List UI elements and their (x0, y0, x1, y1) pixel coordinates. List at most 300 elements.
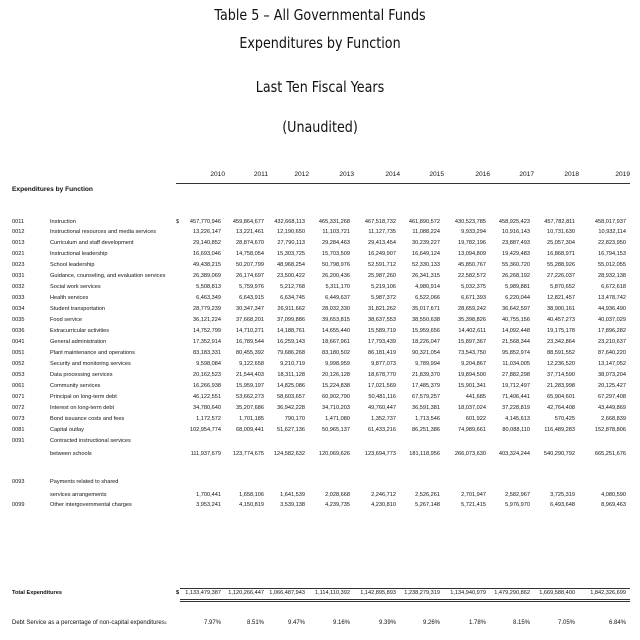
cell-value: 16,266,938 (193, 383, 221, 389)
dollar-sign: $ (176, 219, 180, 225)
table-title-1: Table 5 – All Governmental Funds (214, 6, 426, 24)
cell-value: 29,413,454 (368, 240, 396, 246)
row-label: Data processing services (50, 372, 113, 378)
cell-value: 570,425 (554, 416, 575, 422)
cell-value: 25,987,260 (368, 273, 396, 279)
cell-value: 458,017,937 (594, 219, 626, 225)
cell-value: 88,591,552 (547, 350, 575, 356)
cell-value: 6,672,618 (601, 284, 626, 290)
cell-value: 49,438,215 (193, 262, 221, 268)
cell-value: 36,121,224 (193, 317, 221, 323)
cell-value: 15,303,725 (277, 251, 305, 257)
cell-value: 432,668,113 (274, 219, 305, 225)
cell-value: 18,226,047 (412, 339, 440, 345)
cell-value: 26,911,662 (277, 306, 305, 312)
cell-value: 67,579,257 (412, 394, 440, 400)
row-label: Student transportation (50, 306, 106, 312)
cell-value: 74,989,661 (458, 427, 486, 433)
row-code: 0041 (12, 339, 25, 345)
cell-value: 42,764,408 (547, 405, 575, 411)
cell-value: 12,236,520 (547, 361, 575, 367)
cell-value: 50,207,799 (236, 262, 264, 268)
row-label: Social work services (50, 284, 101, 290)
cell-value: 19,712,497 (502, 383, 530, 389)
row-label: Payments related to shared (50, 479, 119, 485)
cell-value: 6,671,393 (461, 295, 486, 301)
cell-value: 4,150,819 (239, 502, 264, 508)
cell-value: 83,180,502 (322, 350, 350, 356)
year-header: 2013 (339, 171, 354, 178)
row-code: 0081 (12, 427, 25, 433)
row-code: 0073 (12, 416, 25, 422)
cell-value: 13,226,147 (193, 229, 221, 235)
cell-value: 457,770,946 (189, 219, 221, 225)
cell-value: 1,700,441 (196, 492, 221, 498)
cell-value: 36,642,597 (502, 306, 530, 312)
cell-value: 3,539,138 (280, 502, 305, 508)
cell-value: 458,925,423 (498, 219, 530, 225)
cell-value: 30,347,347 (236, 306, 264, 312)
row-code: 0091 (12, 438, 25, 444)
cell-value: 67,297,408 (598, 394, 626, 400)
cell-value: 22,582,572 (458, 273, 486, 279)
cell-value: 102,954,774 (189, 427, 221, 433)
row-code: 0053 (12, 372, 25, 378)
cell-value: 2,526,261 (415, 492, 440, 498)
cell-value: 11,103,721 (322, 229, 350, 235)
cell-value: 15,589,719 (368, 328, 396, 334)
cell-value: 21,839,370 (412, 372, 440, 378)
total-bottom-rule (180, 599, 630, 600)
cell-value: 17,896,282 (598, 328, 626, 334)
row-label: Other intergovernmental charges (50, 502, 132, 508)
cell-value: 6,449,637 (325, 295, 350, 301)
cell-value: 44,936,490 (598, 306, 626, 312)
year-header: 2015 (429, 171, 444, 178)
cell-value: 457,782,811 (544, 219, 575, 225)
cell-value: 152,878,806 (594, 427, 626, 433)
row-code: 0036 (12, 328, 25, 334)
footer-percent: 7.05% (557, 620, 575, 626)
cell-value: 87,640,220 (598, 350, 626, 356)
cell-value: 21,544,403 (236, 372, 264, 378)
total-top-rule (180, 588, 630, 589)
cell-value: 23,887,493 (502, 240, 530, 246)
cell-value: 13,147,052 (598, 361, 626, 367)
cell-value: 5,721,415 (461, 502, 486, 508)
cell-value: 50,965,137 (322, 427, 350, 433)
cell-value: 23,342,864 (547, 339, 575, 345)
table-title-2: Expenditures by Function (239, 34, 401, 52)
cell-value: 5,870,652 (550, 284, 575, 290)
cell-value: 26,389,069 (193, 273, 221, 279)
total-value: 1,842,326,699 (590, 590, 626, 596)
row-label: Capital outlay (50, 427, 84, 433)
row-label: Instructional leadership (50, 251, 108, 257)
footer-percent: 9.16% (332, 620, 350, 626)
cell-value: 5,311,170 (325, 284, 350, 290)
cell-value: 38,550,638 (412, 317, 440, 323)
cell-value: 3,953,241 (196, 502, 221, 508)
cell-value: 19,175,178 (547, 328, 575, 334)
cell-value: 1,172,572 (196, 416, 221, 422)
cell-value: 26,200,436 (322, 273, 350, 279)
cell-value: 9,204,867 (461, 361, 486, 367)
cell-value: 68,009,441 (236, 427, 264, 433)
cell-value: 37,228,819 (502, 405, 530, 411)
year-header: 2014 (385, 171, 400, 178)
cell-value: 790,170 (284, 416, 305, 422)
row-code: 0011 (12, 219, 25, 225)
cell-value: 48,968,254 (277, 262, 305, 268)
cell-value: 45,850,767 (458, 262, 486, 268)
cell-value: 27,226,037 (547, 273, 575, 279)
cell-value: 37,714,590 (547, 372, 575, 378)
cell-value: 23,500,422 (277, 273, 305, 279)
header-rule (176, 183, 630, 184)
table-title-4: (Unaudited) (282, 118, 358, 136)
row-label: between schools (50, 451, 92, 457)
cell-value: 38,073,204 (598, 372, 626, 378)
year-header: 2010 (210, 171, 225, 178)
cell-value: 19,894,500 (458, 372, 486, 378)
cell-value: 17,352,914 (193, 339, 221, 345)
cell-value: 4,239,735 (325, 502, 350, 508)
cell-value: 2,668,839 (601, 416, 626, 422)
row-code: 0033 (12, 295, 25, 301)
cell-value: 19,782,196 (458, 240, 486, 246)
total-value: 1,133,479,387 (185, 590, 221, 596)
total-value: 1,669,588,400 (539, 590, 575, 596)
cell-value: 65,904,601 (547, 394, 575, 400)
total-value: 1,238,279,319 (404, 590, 440, 596)
cell-value: 31,821,262 (368, 306, 396, 312)
cell-value: 36,591,381 (412, 405, 440, 411)
cell-value: 15,703,509 (322, 251, 350, 257)
cell-value: 40,755,156 (502, 317, 530, 323)
cell-value: 50,481,116 (368, 394, 396, 400)
footer-note-marker: 1 (164, 620, 167, 625)
cell-value: 30,239,227 (412, 240, 440, 246)
footer-label-text: Debt Service as a percentage of non-capital expenditures (12, 620, 165, 626)
cell-value: 1,701,185 (239, 416, 264, 422)
cell-value: 34,710,203 (322, 405, 350, 411)
cell-value: 28,779,239 (193, 306, 221, 312)
cell-value: 5,508,813 (196, 284, 221, 290)
row-code: 0012 (12, 229, 25, 235)
cell-value: 52,330,133 (412, 262, 440, 268)
row-code: 0032 (12, 284, 25, 290)
cell-value: 90,321,054 (412, 350, 440, 356)
cell-value: 459,864,677 (232, 219, 264, 225)
cell-value: 27,790,113 (277, 240, 305, 246)
cell-value: 22,823,950 (598, 240, 626, 246)
cell-value: 27,882,298 (502, 372, 530, 378)
cell-value: 28,032,330 (322, 306, 350, 312)
cell-value: 38,900,161 (547, 306, 575, 312)
year-header: 2016 (475, 171, 490, 178)
cell-value: 10,932,114 (598, 229, 626, 235)
cell-value: 10,731,630 (547, 229, 575, 235)
cell-value: 15,901,341 (458, 383, 486, 389)
row-label: Health services (50, 295, 89, 301)
cell-value: 26,268,192 (502, 273, 530, 279)
cell-value: 5,267,148 (415, 502, 440, 508)
cell-value: 266,073,630 (454, 451, 486, 457)
cell-value: 540,290,792 (543, 451, 575, 457)
row-code: 0099 (12, 502, 25, 508)
cell-value: 16,259,143 (277, 339, 305, 345)
cell-value: 38,637,553 (368, 317, 396, 323)
footer-percent: 8.51% (246, 620, 264, 626)
cell-value: 16,693,046 (193, 251, 221, 257)
cell-value: 6,463,349 (196, 295, 221, 301)
cell-value: 9,877,073 (371, 361, 396, 367)
cell-value: 14,092,448 (502, 328, 530, 334)
year-header: 2019 (615, 171, 630, 178)
cell-value: 18,667,961 (322, 339, 350, 345)
row-code: 0023 (12, 262, 25, 268)
cell-value: 16,649,124 (412, 251, 440, 257)
cell-value: 73,543,750 (458, 350, 486, 356)
cell-value: 14,710,271 (236, 328, 264, 334)
cell-value: 39,653,815 (322, 317, 350, 323)
row-code: 0051 (12, 350, 25, 356)
cell-value: 2,701,947 (461, 492, 486, 498)
cell-value: 111,937,679 (190, 451, 221, 457)
cell-value: 123,774,675 (232, 451, 264, 457)
cell-value: 5,989,881 (505, 284, 530, 290)
footer-percent: 9.26% (422, 620, 440, 626)
row-label: School leadership (50, 262, 95, 268)
cell-value: 71,406,441 (502, 394, 530, 400)
cell-value: 17,021,569 (368, 383, 396, 389)
cell-value: 80,088,110 (502, 427, 530, 433)
cell-value: 17,793,439 (368, 339, 396, 345)
footer-label (12, 620, 167, 626)
cell-value: 28,874,670 (236, 240, 264, 246)
year-header-row (0, 171, 640, 183)
cell-value: 37,099,886 (277, 317, 305, 323)
row-label: Interest on long-term debt (50, 405, 115, 411)
cell-value: 55,360,720 (502, 262, 530, 268)
cell-value: 29,284,463 (322, 240, 350, 246)
cell-value: 461,890,572 (408, 219, 440, 225)
cell-value: 86,251,386 (412, 427, 440, 433)
cell-value: 40,457,273 (547, 317, 575, 323)
row-label: Curriculum and staff development (50, 240, 134, 246)
cell-value: 18,311,128 (277, 372, 305, 378)
row-label: Plant maintenance and operations (50, 350, 135, 356)
cell-value: 35,207,686 (236, 405, 264, 411)
row-label: Principal on long-term debt (50, 394, 117, 400)
row-label: Guidance, counseling, and evaluation services (50, 273, 166, 279)
cell-value: 123,694,773 (364, 451, 396, 457)
cell-value: 6,493,648 (550, 502, 575, 508)
cell-value: 14,655,440 (322, 328, 350, 334)
cell-value: 25,057,304 (547, 240, 575, 246)
cell-value: 9,598,084 (196, 361, 221, 367)
total-value: 1,066,487,943 (269, 590, 305, 596)
footer-percent: 7.97% (203, 620, 221, 626)
total-label: Total Expenditures (12, 590, 62, 596)
cell-value: 95,852,974 (502, 350, 530, 356)
table-title-3: Last Ten Fiscal Years (255, 78, 385, 96)
cell-value: 5,976,970 (505, 502, 530, 508)
row-code: 0021 (12, 251, 25, 257)
cell-value: 13,094,809 (458, 251, 486, 257)
cell-value: 13,478,742 (598, 295, 626, 301)
row-code: 0061 (12, 383, 25, 389)
cell-value: 79,686,268 (277, 350, 305, 356)
cell-value: 20,162,523 (193, 372, 221, 378)
cell-value: 26,174,697 (236, 273, 264, 279)
cell-value: 12,190,650 (277, 229, 305, 235)
cell-value: 51,627,136 (277, 427, 305, 433)
total-value: 1,479,290,862 (494, 590, 530, 596)
cell-value: 4,980,914 (415, 284, 440, 290)
row-code: 0072 (12, 405, 25, 411)
row-code: 0013 (12, 240, 25, 246)
cell-value: 28,932,138 (598, 273, 626, 279)
cell-value: 55,012,055 (598, 262, 626, 268)
cell-value: 15,959,656 (412, 328, 440, 334)
cell-value: 16,249,907 (368, 251, 396, 257)
cell-value: 4,080,590 (601, 492, 626, 498)
cell-value: 34,780,640 (193, 405, 221, 411)
cell-value: 15,224,838 (322, 383, 350, 389)
total-value: 1,120,266,447 (228, 590, 264, 596)
cell-value: 28,659,242 (458, 306, 486, 312)
cell-value: 80,455,392 (236, 350, 264, 356)
cell-value: 14,402,611 (458, 328, 486, 334)
cell-value: 55,288,926 (547, 262, 575, 268)
total-value: 1,134,940,979 (450, 590, 486, 596)
cell-value: 1,658,106 (239, 492, 264, 498)
cell-value: 86,181,419 (368, 350, 396, 356)
cell-value: 2,028,668 (325, 492, 350, 498)
row-label: Extracurricular activities (50, 328, 110, 334)
cell-value: 430,523,785 (454, 219, 486, 225)
cell-value: 4,230,810 (371, 502, 396, 508)
cell-value: 3,725,319 (550, 492, 575, 498)
cell-value: 10,916,143 (502, 229, 530, 235)
year-header: 2018 (564, 171, 579, 178)
cell-value: 9,122,658 (239, 361, 264, 367)
cell-value: 26,341,315 (412, 273, 440, 279)
cell-value: 12,821,457 (547, 295, 575, 301)
cell-value: 14,188,761 (277, 328, 305, 334)
year-header: 2011 (253, 171, 268, 178)
cell-value: 29,140,852 (193, 240, 221, 246)
cell-value: 1,471,080 (325, 416, 350, 422)
total-dollar-sign: $ (176, 590, 180, 596)
row-label: Instructional resources and media services (50, 229, 157, 235)
cell-value: 14,752,799 (193, 328, 221, 334)
cell-value: 58,603,657 (277, 394, 305, 400)
cell-value: 11,088,224 (412, 229, 440, 235)
cell-value: 23,210,637 (598, 339, 626, 345)
cell-value: 2,246,712 (371, 492, 396, 498)
cell-value: 5,987,372 (371, 295, 396, 301)
cell-value: 60,902,790 (322, 394, 350, 400)
row-code: 0034 (12, 306, 25, 312)
cell-value: 6,643,915 (239, 295, 264, 301)
cell-value: 53,662,273 (236, 394, 264, 400)
row-label: General administration (50, 339, 107, 345)
cell-value: 16,789,544 (236, 339, 264, 345)
row-code: 0031 (12, 273, 25, 279)
cell-value: 2,582,967 (505, 492, 530, 498)
cell-value: 21,568,344 (502, 339, 530, 345)
cell-value: 5,219,106 (371, 284, 396, 290)
cell-value: 601,922 (465, 416, 486, 422)
cell-value: 9,789,994 (415, 361, 440, 367)
cell-value: 36,942,228 (277, 405, 305, 411)
total-value: 1,114,110,392 (315, 590, 350, 596)
cell-value: 14,758,054 (236, 251, 264, 257)
cell-value: 441,685 (465, 394, 486, 400)
cell-value: 16,868,971 (547, 251, 575, 257)
row-label: Food service (50, 317, 83, 323)
cell-value: 83,183,331 (193, 350, 221, 356)
row-label: Security and monitoring services (50, 361, 131, 367)
cell-value: 5,032,375 (461, 284, 486, 290)
total-value: 1,142,895,893 (360, 590, 396, 596)
cell-value: 46,122,551 (193, 394, 221, 400)
cell-value: 61,433,216 (368, 427, 396, 433)
cell-value: 20,125,427 (598, 383, 626, 389)
cell-value: 37,668,201 (236, 317, 264, 323)
cell-value: 9,210,719 (280, 361, 305, 367)
row-label: Instruction (50, 219, 76, 225)
cell-value: 40,037,029 (598, 317, 626, 323)
cell-value: 6,220,044 (505, 295, 530, 301)
cell-value: 15,897,367 (458, 339, 486, 345)
footer-percent: 6.84% (608, 620, 626, 626)
footer-percent: 1.78% (468, 620, 486, 626)
row-label: Community services (50, 383, 101, 389)
cell-value: 43,449,869 (598, 405, 626, 411)
cell-value: 19,429,483 (502, 251, 530, 257)
cell-value: 116,489,283 (544, 427, 575, 433)
cell-value: 5,759,976 (239, 284, 264, 290)
row-code: 0071 (12, 394, 25, 400)
cell-value: 49,760,447 (368, 405, 396, 411)
row-label: Bond issuance costs and fees (50, 416, 125, 422)
cell-value: 35,398,826 (458, 317, 486, 323)
cell-value: 11,127,735 (368, 229, 396, 235)
cell-value: 21,283,998 (547, 383, 575, 389)
cell-value: 35,017,671 (412, 306, 440, 312)
cell-value: 50,798,976 (322, 262, 350, 268)
cell-value: 9,998,959 (325, 361, 350, 367)
cell-value: 18,037,024 (458, 405, 486, 411)
year-header: 2017 (519, 171, 534, 178)
cell-value: 14,825,086 (277, 383, 305, 389)
cell-value: 20,126,128 (322, 372, 350, 378)
cell-value: 9,933,294 (461, 229, 486, 235)
cell-value: 4,145,613 (505, 416, 530, 422)
row-code: 0035 (12, 317, 25, 323)
year-header: 2012 (294, 171, 309, 178)
cell-value: 17,485,379 (412, 383, 440, 389)
cell-value: 665,251,676 (594, 451, 626, 457)
cell-value: 1,713,546 (415, 416, 440, 422)
row-label: services arrangements (50, 492, 107, 498)
footer-percent: 8.15% (512, 620, 530, 626)
cell-value: 13,221,461 (236, 229, 264, 235)
